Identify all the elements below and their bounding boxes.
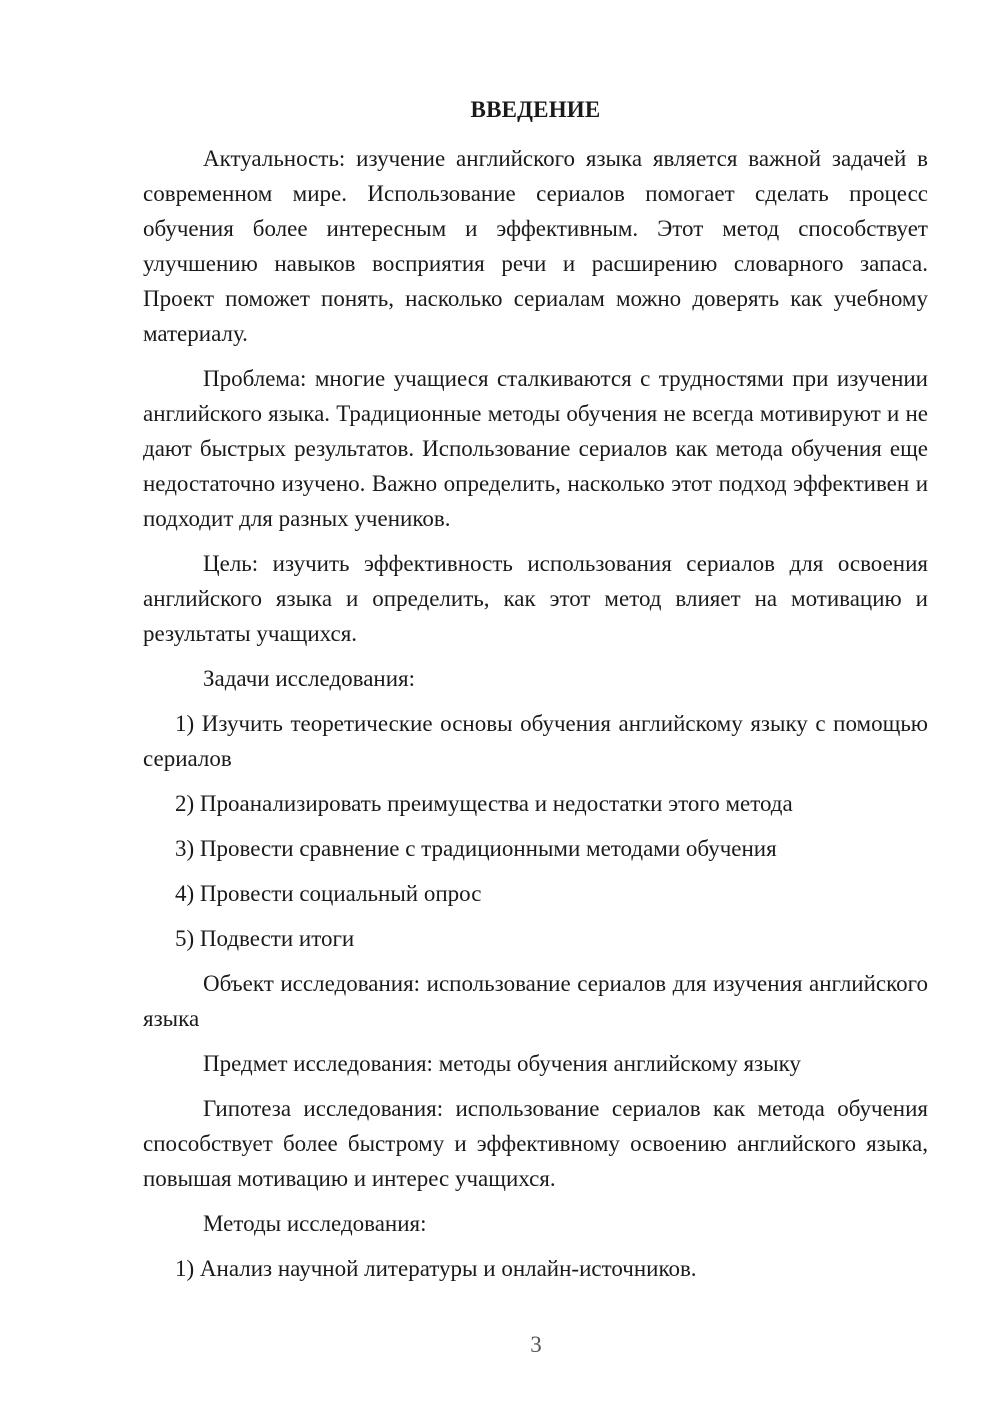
methods-heading: Методы исследования: — [203, 1211, 427, 1236]
task-item-3: 3) Провести сравнение с традиционными методами обучения — [175, 836, 777, 861]
subject-paragraph: Предмет исследования: методы обучения английскому языку — [203, 1051, 801, 1076]
relevance-paragraph: Актуальность: изучение английского языка является важной задачей в современном мире. Использование сериалов помогает сделать процесс обучения более интересным и эффективным. Этот метод способствует улучшению навыков восприятия речи и расширению словарного запаса. Проект поможет понять, насколько сериалам можно доверять как учебному материалу. — [143, 146, 928, 346]
task-item-1: 1) Изучить теоретические основы обучения английскому языку с помощью сериалов — [143, 711, 928, 771]
hypothesis-paragraph: Гипотеза исследования: использование сериалов как метода обучения способствует более быстрому и эффективному освоению английского языка, повышая мотивацию и интерес учащихся. — [143, 1096, 928, 1191]
task-item-5: 5) Подвести итоги — [175, 926, 355, 951]
problem-paragraph: Проблема: многие учащиеся сталкиваются с трудностями при изучении английского языка. Традиционные методы обучения не всегда мотивируют и не дают быстрых результатов. Использование сериалов как метода обучения еще недостаточно изучено. Важно определить, насколько этот подход эффективен и подходит для разных учеников. — [143, 366, 928, 531]
object-paragraph: Объект исследования: использование сериалов для изучения английского языка — [143, 971, 928, 1031]
task-item-2: 2) Проанализировать преимущества и недостатки этого метода — [175, 791, 793, 816]
task-item-4: 4) Провести социальный опрос — [175, 881, 482, 906]
method-item-1: 1) Анализ научной литературы и онлайн-источников. — [175, 1256, 697, 1281]
page-title: ВВЕДЕНИЕ — [470, 97, 601, 122]
goal-paragraph: Цель: изучить эффективность использования сериалов для освоения английского языка и определить, как этот метод влияет на мотивацию и результаты учащихся. — [143, 551, 928, 646]
page-number: 3 — [530, 1332, 542, 1357]
tasks-heading: Задачи исследования: — [203, 666, 416, 691]
page-content — [143, 92, 928, 1296]
